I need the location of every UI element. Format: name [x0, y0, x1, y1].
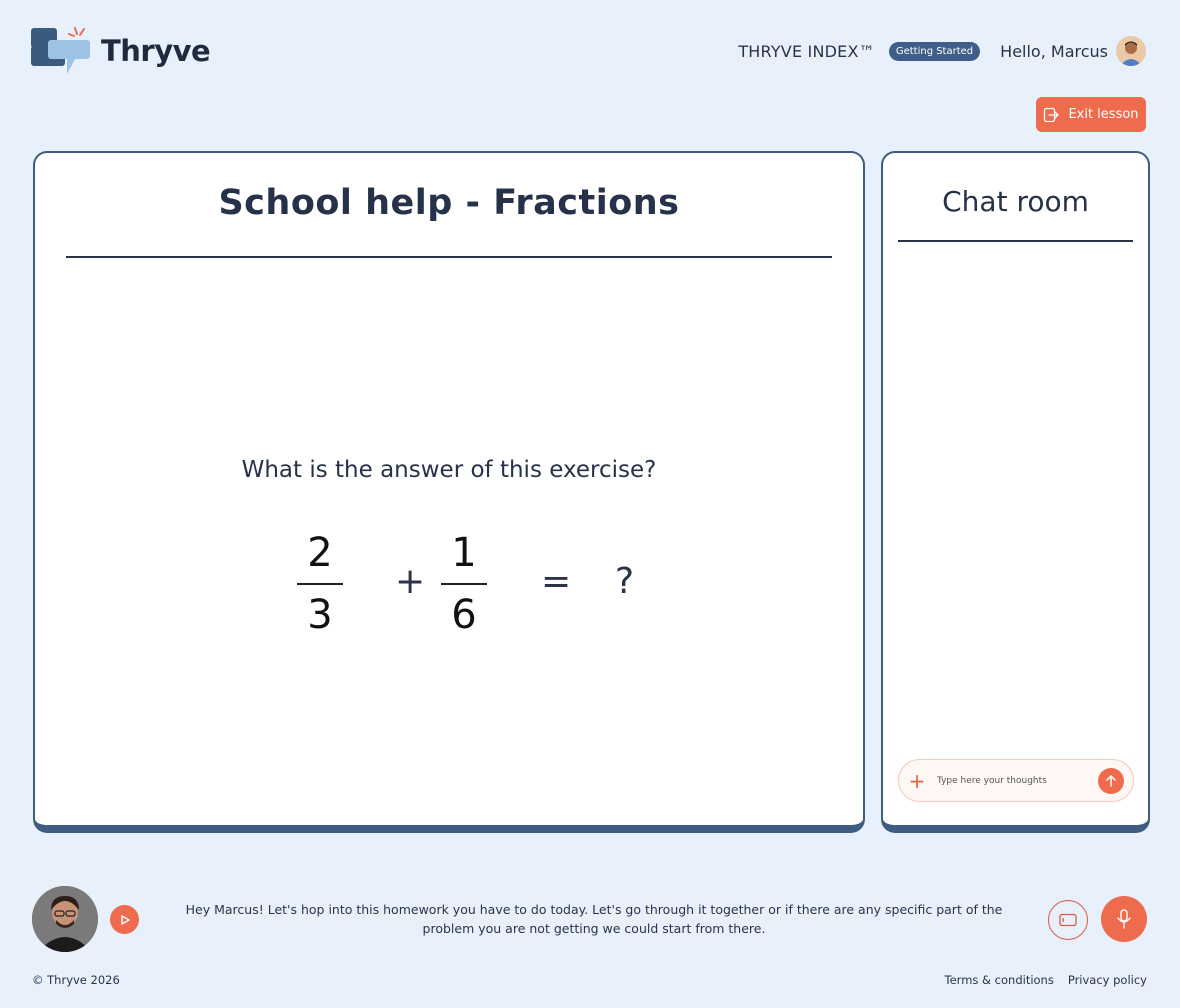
brand-logo[interactable] [31, 26, 210, 76]
send-message-button[interactable] [1098, 768, 1124, 794]
exercise-question: What is the answer of this exercise? [241, 457, 657, 483]
fraction-2-bar [441, 583, 487, 585]
terms-link[interactable]: Terms & conditions [944, 973, 1054, 987]
microphone-button[interactable] [1101, 896, 1147, 942]
copyright: © Thryve 2026 [32, 973, 120, 987]
user-greeting: Hello, Marcus [1000, 41, 1108, 61]
thryve-logo-icon [31, 26, 93, 76]
equals-operator: = [541, 561, 572, 602]
lesson-title: School help - Fractions [218, 183, 680, 223]
fraction-1-bar [297, 583, 343, 585]
exit-lesson-label: Exit lesson [1068, 107, 1139, 122]
chat-panel [881, 151, 1150, 833]
tutor-avatar [32, 886, 98, 952]
exit-icon [1043, 107, 1059, 123]
exit-lesson-button[interactable] [1036, 97, 1146, 132]
user-avatar-icon [1116, 36, 1146, 66]
keyboard-icon [1059, 913, 1077, 927]
status-badge: Getting Started [889, 42, 980, 61]
chat-divider [898, 240, 1133, 242]
chat-input-bar [898, 759, 1134, 802]
tutor-portrait-icon [32, 886, 98, 952]
thryve-index-link[interactable]: THRYVE INDEX™ [738, 41, 875, 61]
microphone-icon [1116, 909, 1132, 929]
fraction-1-denominator: 3 [307, 592, 333, 638]
tutor-message: Hey Marcus! Let's hop into this homework you have to do today. Let's go through it together or if there are any specific part of the problem you are not getting we could start from there. [185, 902, 1003, 936]
lesson-panel [33, 151, 865, 833]
header-right [738, 36, 1146, 66]
brand-name: Thryve [101, 34, 211, 68]
play-audio-button[interactable] [110, 905, 139, 934]
footer-links [945, 973, 1147, 987]
play-icon [119, 914, 131, 926]
privacy-link[interactable]: Privacy policy [1067, 973, 1147, 987]
result-placeholder: ? [615, 561, 635, 602]
chat-title: Chat room [942, 185, 1089, 218]
plus-operator: + [395, 561, 426, 602]
fraction-2-denominator: 6 [451, 592, 477, 638]
keyboard-mode-button[interactable] [1048, 900, 1088, 940]
arrow-up-icon [1105, 775, 1117, 787]
title-divider [66, 256, 832, 258]
user-avatar[interactable] [1116, 36, 1146, 66]
add-attachment-icon[interactable]: + [908, 768, 926, 793]
fraction-1-numerator: 2 [307, 530, 333, 576]
chat-message-input[interactable] [937, 776, 1098, 786]
fraction-equation [279, 529, 639, 641]
fraction-2-numerator: 1 [451, 530, 477, 576]
